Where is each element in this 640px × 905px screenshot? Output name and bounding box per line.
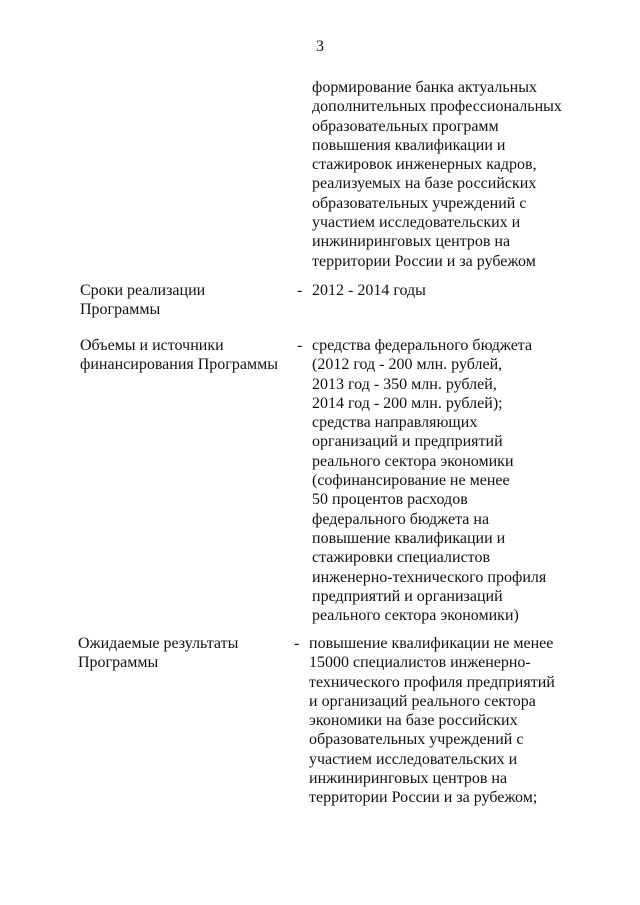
page-number: 3 (316, 38, 324, 55)
text-line: средства федерального бюджета (312, 337, 533, 354)
text-line: участием исследовательских и (312, 214, 521, 232)
text-line: 50 процентов расходов (312, 491, 468, 509)
text-line: 2014 год - 200 млн. рублей); (312, 394, 503, 412)
text-line: инженерно-технического профиля (312, 568, 547, 586)
text-line: стажировок инженерных кадров, (312, 156, 537, 174)
text-line: и организаций реального сектора (309, 692, 536, 710)
label-line: Программы (80, 301, 161, 318)
row-label-duration (80, 281, 205, 319)
text-line: образовательных учреждений с (309, 731, 524, 749)
label-line: Программы (78, 654, 159, 671)
text-line: (2012 год - 200 млн. рублей, (312, 356, 503, 374)
row-value-funding (312, 336, 546, 625)
text-line: технического профиля предприятий (309, 673, 555, 691)
text-line: инжиниринговых центров на (312, 233, 511, 251)
text-line: 15000 специалистов инженерно- (309, 654, 531, 672)
text-line: дополнительных профессиональных (312, 98, 562, 116)
text-line: предприятий и организаций (312, 587, 503, 605)
text-line: территории России и за рубежом (312, 252, 536, 270)
text-line: экономики на базе российских (309, 712, 518, 730)
row-value-results (309, 634, 555, 808)
text-line: повышения квалификации и (312, 136, 506, 154)
label-line: Объемы и источники (80, 337, 224, 354)
label-line: Ожидаемые результаты (78, 635, 239, 652)
text-line: инжиниринговых центров на (309, 770, 508, 788)
text-line: образовательных программ (312, 117, 499, 135)
text-line: 2012 - 2014 годы (312, 282, 426, 299)
text-line: формирование банка актуальных (312, 79, 537, 96)
text-line: средства направляющих (312, 414, 478, 432)
text-line: образовательных учреждений с (312, 194, 527, 212)
row-label-funding (80, 336, 278, 374)
text-line: реализуемых на базе российских (312, 175, 537, 193)
continuation-text (312, 78, 562, 271)
text-line: 2013 год - 350 млн. рублей, (312, 375, 497, 393)
text-line: (софинансирование не менее (312, 472, 510, 490)
row-value-duration (312, 281, 426, 300)
row-label-results (78, 634, 238, 672)
text-line: участием исследовательских и (309, 750, 518, 768)
row-dash: - (297, 337, 303, 354)
row-dash: - (297, 282, 303, 299)
text-line: стажировки специалистов (312, 549, 491, 567)
text-line: организаций и предприятий (312, 433, 503, 451)
label-line: Сроки реализации (80, 282, 206, 299)
text-line: повышение квалификации и (312, 529, 506, 547)
label-line: финансирования Программы (80, 356, 278, 373)
text-line: реального сектора экономики (312, 452, 514, 470)
row-dash: - (294, 635, 300, 652)
text-line: реального сектора экономики) (312, 607, 519, 625)
text-line: федерального бюджета на (312, 510, 490, 528)
text-line: территории России и за рубежом; (309, 789, 538, 807)
text-line: повышение квалификации не менее (309, 635, 554, 652)
